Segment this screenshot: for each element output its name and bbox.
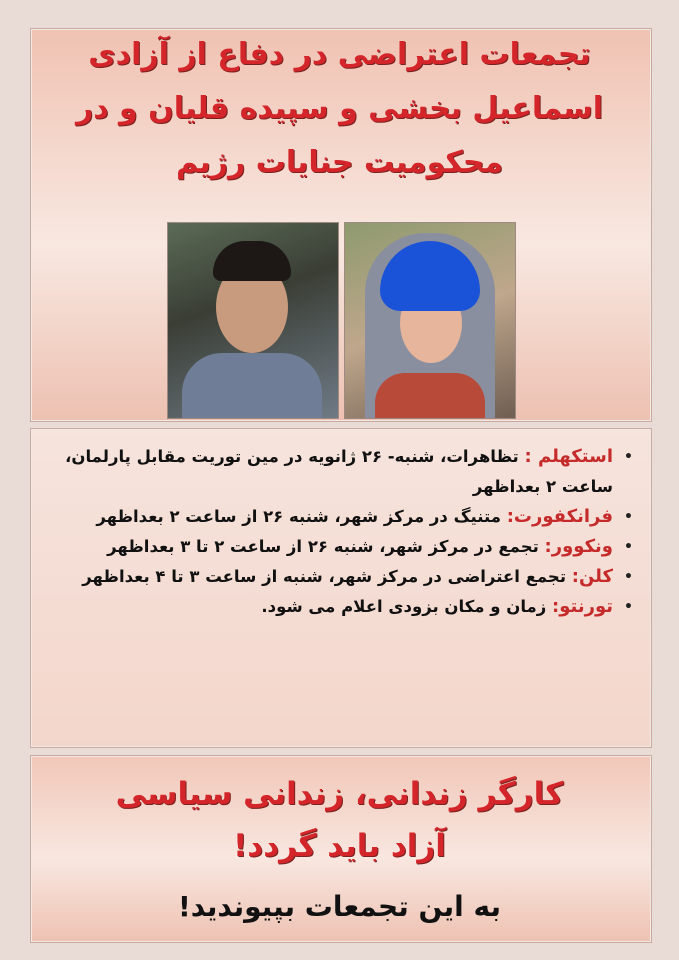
portrait-photo-right (344, 222, 516, 419)
slogan (0, 768, 679, 934)
event-details: زمان و مکان بزودی اعلام می شود. (261, 597, 552, 616)
bullet-icon: • (624, 509, 633, 525)
list-item (50, 562, 635, 592)
event-details: تجمع در مرکز شهر، شنبه ۲۶ از ساعت ۲ تا ۳ بعداظهر (107, 537, 545, 556)
event-city: فرانکفورت: (506, 506, 613, 527)
page-title: تجمعات اعتراضی در دفاع از آزادی اسماعیل بخشی و سپیده قلیان و در محکومیت جنایات رژیم (75, 37, 604, 180)
event-city: ونکوور: (544, 536, 613, 557)
event-city: تورنتو: (552, 596, 613, 617)
list-item (50, 532, 635, 562)
bullet-icon: • (624, 449, 633, 465)
list-item (50, 442, 635, 502)
event-details: تظاهرات، شنبه- ۲۶ ژانویه در مین توریت مقابل پارلمان، ساعت ۲ بعداظهر (65, 447, 613, 496)
bullet-icon: • (624, 569, 633, 585)
call-to-action: به این تجمعات بپیوندید! (177, 890, 502, 923)
event-details: تجمع اعتراضی در مرکز شهر، شنبه از ساعت ۳ تا ۴ بعداظهر (82, 567, 572, 586)
list-item (50, 502, 635, 532)
list-item (50, 592, 635, 622)
slogan-line-2: آزاد باید گردد! (233, 828, 446, 864)
event-details: متنیگ در مرکز شهر، شنبه ۲۶ از ساعت ۲ بعداظهر (96, 507, 507, 526)
bullet-icon: • (624, 539, 633, 555)
event-city: کلن: (571, 566, 613, 587)
events-list (50, 442, 635, 622)
bullet-icon: • (624, 599, 633, 615)
portrait-photo-left (167, 222, 339, 419)
event-city: استکهلم : (524, 446, 613, 467)
slogan-line-1: کارگر زندانی، زندانی سیاسی (115, 776, 564, 812)
